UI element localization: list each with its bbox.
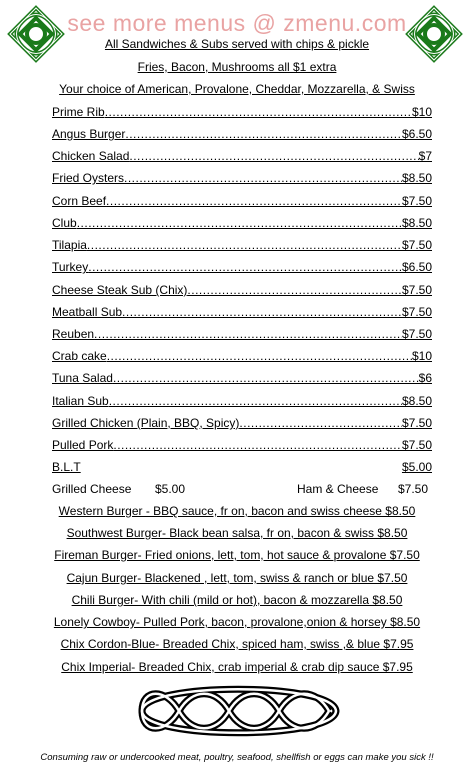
watermark: see more menus @ zmenu.com <box>67 10 407 36</box>
menu-item-price: $5.00 <box>401 460 432 474</box>
header-sides-note: All Sandwiches & Subs served with chips & pickle <box>104 37 370 51</box>
menu-item-price: $7.50 <box>401 438 432 452</box>
dot-leader <box>94 326 402 342</box>
celtic-knot-icon <box>404 4 464 64</box>
dot-leader <box>87 237 402 253</box>
dot-leader <box>129 148 418 164</box>
dot-leader <box>113 370 419 386</box>
menu-item <box>52 393 432 409</box>
menu-item-price: $8.50 <box>401 216 432 230</box>
specialty-burger-item: Fireman Burger- Fried onions, lett, tom, hot sauce & provalone $7.50 <box>54 548 420 562</box>
menu-item-price: $7.50 <box>401 327 432 341</box>
celtic-knot-border-icon <box>134 678 344 744</box>
menu-item-name: Turkey <box>52 260 89 274</box>
dot-leader <box>88 259 402 275</box>
dot-leader <box>107 348 412 364</box>
menu-item-name: Meatball Sub <box>52 305 123 319</box>
menu-item-name: Fried Oysters <box>52 171 125 185</box>
specialty-burger-item: Cajun Burger- Blackened , lett, tom, swiss & ranch or blue $7.50 <box>66 571 408 585</box>
menu-item-name: Grilled Cheese <box>52 482 132 496</box>
menu-item <box>52 437 432 453</box>
menu-item <box>52 148 432 164</box>
menu-item-price: $8.50 <box>401 394 432 408</box>
menu-item <box>52 304 432 320</box>
menu-item-name: Italian Sub <box>52 394 109 408</box>
dot-leader <box>77 215 402 231</box>
menu-item-name: Chicken Salad <box>52 149 130 163</box>
dot-leader <box>113 437 402 453</box>
menu-item-name: Corn Beef <box>52 194 107 208</box>
menu-item-name: Ham & Cheese <box>297 482 379 496</box>
dot-leader <box>239 415 402 431</box>
menu-item <box>52 415 432 431</box>
specialty-burger-item: Southwest Burger- Black bean salsa, fr on, bacon & swiss $8.50 <box>66 526 408 540</box>
menu-item <box>52 104 432 120</box>
dot-leader <box>187 282 402 298</box>
menu-item-name: Angus Burger <box>52 127 126 141</box>
menu-item <box>52 126 432 142</box>
menu-item-name: Club <box>52 216 77 230</box>
menu-item <box>52 348 432 364</box>
specialty-burger-item: Chix Imperial- Breaded Chix, crab imperial & crab dip sauce $7.95 <box>61 660 413 674</box>
header-extras-note: Fries, Bacon, Mushrooms all $1 extra <box>137 60 337 74</box>
menu-item-price: $6.50 <box>401 127 432 141</box>
dot-leader <box>105 104 412 120</box>
specialty-burger-item: Chix Cordon-Blue- Breaded Chix, spiced ham, swiss ,& blue $7.95 <box>60 637 414 651</box>
menu-item <box>52 259 432 275</box>
menu-item-price: $7.50 <box>401 416 432 430</box>
menu-item <box>52 370 432 386</box>
health-warning: Consuming raw or undercooked meat, poultry, seafood, shellfish or eggs can make you sick !! <box>40 752 434 763</box>
specialty-burger-item: Western Burger - BBQ sauce, fr on, bacon and swiss cheese $8.50 <box>58 504 416 518</box>
menu-item-name: Prime Rib <box>52 105 105 119</box>
menu-item-price: $5.00 <box>155 482 186 496</box>
menu-item-name: Tuna Salad <box>52 371 113 385</box>
menu-item-price: $7.50 <box>401 238 432 252</box>
dot-leader <box>122 304 402 320</box>
menu-item-name: Pulled Pork <box>52 438 114 452</box>
dot-leader <box>125 126 402 142</box>
specialty-burger-item: Lonely Cowboy- Pulled Pork, bacon, provalone,onion & horsey $8.50 <box>53 615 421 629</box>
menu-item-name: Cheese Steak Sub (Chix) <box>52 283 188 297</box>
menu-item-price: $7 <box>418 149 432 163</box>
menu-item-name: Reuben <box>52 327 95 341</box>
menu-item-price: $10 <box>411 105 432 119</box>
menu-item-name: Grilled Chicken (Plain, BBQ, Spicy) <box>52 416 240 430</box>
menu-item <box>52 215 432 231</box>
menu-item <box>52 282 432 298</box>
specialty-burger-item: Chili Burger- With chili (mild or hot), bacon & mozzarella $8.50 <box>71 593 403 607</box>
menu-item <box>52 326 432 342</box>
menu-item-blt <box>52 459 432 475</box>
menu-item-price: $7.50 <box>401 283 432 297</box>
menu-item <box>52 237 432 253</box>
menu-item-price: $6 <box>418 371 432 385</box>
menu-item-price: $7.50 <box>401 194 432 208</box>
menu-item-price: $7.50 <box>401 305 432 319</box>
menu-item <box>52 193 432 209</box>
dot-leader <box>106 193 402 209</box>
menu-item <box>52 170 432 186</box>
menu-item-grilled-row <box>52 481 432 497</box>
dot-leader <box>124 170 402 186</box>
celtic-knot-icon <box>6 4 66 64</box>
menu-item-name: Crab cake <box>52 349 107 363</box>
menu-item-name: B.L.T <box>52 460 81 474</box>
menu-item-price: $6.50 <box>401 260 432 274</box>
menu-item-name: Tilapia <box>52 238 87 252</box>
menu-item-price: $10 <box>411 349 432 363</box>
menu-item-price: $8.50 <box>401 171 432 185</box>
menu-item-price: $7.50 <box>398 482 429 496</box>
dot-leader <box>109 393 402 409</box>
header-cheese-note: Your choice of American, Provalone, Cheddar, Mozzarella, & Swiss <box>59 82 415 96</box>
